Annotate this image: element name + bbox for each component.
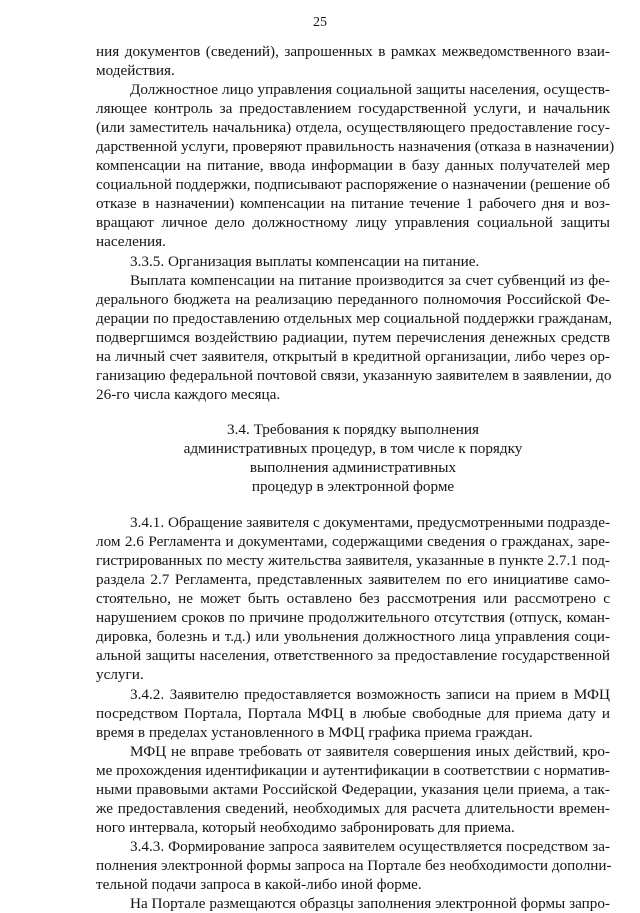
text-line: 3.4.2. Заявителю предоставляется возможность записи на прием в МФЦ bbox=[130, 685, 610, 703]
text-line: МФЦ не вправе требовать от заявителя совершения иных действий, кро- bbox=[130, 742, 610, 760]
text-line: же предоставления сведений, необходимых для расчета длительности времен- bbox=[96, 799, 610, 817]
paragraph bbox=[96, 894, 610, 913]
text-line: Выплата компенсации на питание производится за счет субвенций из фе- bbox=[130, 271, 610, 289]
text-line: На Портале размещаются образцы заполнения электронной формы запро- bbox=[130, 895, 610, 913]
heading-line: административных процедур, в том числе к порядку bbox=[183, 439, 523, 457]
text-line: (или заместитель начальника) отдела, осуществляющего предоставление госу- bbox=[96, 119, 610, 137]
text-line: ного интервала, который необходимо забронировать для приема. bbox=[96, 818, 515, 836]
text-line: дарственной услуги, проверяют правильность назначения (отказа в назначении) bbox=[96, 138, 615, 156]
section-3-3-text bbox=[96, 42, 615, 404]
paragraph bbox=[96, 742, 610, 837]
text-line: ния документов (сведений), запрошенных в рамках межведомственного взаи- bbox=[96, 43, 610, 60]
section-3-4-heading bbox=[96, 420, 610, 496]
text-line: ме прохождения идентификации и аутентификации в соответствии с норматив- bbox=[96, 761, 610, 779]
heading-line: процедур в электронной форме bbox=[251, 478, 455, 496]
text-line: дерации по предоставлению отдельных мер социальной поддержки гражданам, bbox=[96, 309, 613, 327]
text-line: услуги. bbox=[96, 666, 144, 684]
text-line: 3.4.3. Формирование запроса заявителем осуществляется посредством за- bbox=[130, 837, 610, 855]
text-line: 3.3.5. Организация выплаты компенсации на питание. bbox=[130, 252, 480, 270]
text-line: тельной подачи запроса в какой-либо иной форме. bbox=[96, 875, 422, 893]
text-line: Должностное лицо управления социальной защиты населения, осуществ- bbox=[130, 81, 610, 99]
paragraph bbox=[96, 271, 613, 404]
text-line: гистрированных по месту жительства заявителя, указанные в пункте 2.7.1 под- bbox=[96, 552, 610, 570]
paragraph bbox=[96, 837, 610, 894]
text-line: 3.4.1. Обращение заявителя с документами, предусмотренными подразде- bbox=[130, 514, 610, 532]
text-line: вращают личное дело должностному лицу управления социальной защиты bbox=[96, 214, 610, 232]
text-line: ганизацию федеральной почтовой связи, указанную заявителем в заявлении, до bbox=[96, 366, 612, 384]
text-line: полнения электронной формы запроса на Портале без необходимости дополни- bbox=[96, 856, 612, 874]
text-line: дерального бюджета на реализацию переданного полномочия Российской Фе- bbox=[96, 290, 610, 308]
text-line: социальной поддержки, подписывают распоряжение о назначении (решение об bbox=[96, 176, 611, 194]
text-line: ляющее контроль за предоставлением государственной услуги, и начальник bbox=[96, 100, 610, 118]
heading-line: выполнения административных bbox=[249, 458, 457, 476]
text-line: время в пределах установленного в МФЦ графика приема граждан. bbox=[96, 723, 533, 741]
text-line: отказе в назначении) компенсации на питание течение 1 рабочего дня и воз- bbox=[96, 195, 610, 213]
text-line: альной защиты населения, ответственного за предоставление государственной bbox=[96, 647, 610, 665]
text-line: модействия. bbox=[96, 62, 175, 80]
text-line: раздела 2.7 Регламента, представленных заявителем по его инициативе само- bbox=[96, 571, 610, 589]
text-line: населения. bbox=[96, 233, 166, 251]
text-line: дировка, болезнь и т.д.) или увольнения должностного лица управления соци- bbox=[96, 628, 610, 646]
text-line: ными правовыми актами Российской Федерации, указания цели приема, а так- bbox=[96, 780, 610, 798]
heading-line: 3.4. Требования к порядку выполнения bbox=[226, 420, 480, 438]
paragraph bbox=[96, 42, 610, 80]
text-line: подвергшимся воздействию радиации, путем перечисления денежных средств bbox=[96, 328, 610, 346]
text-line: компенсации на питание, ввода информации в базу данных получателей мер bbox=[96, 157, 610, 175]
paragraph bbox=[96, 513, 610, 684]
text-line: на личный счет заявителя, открытый в кредитной организации, либо через ор- bbox=[96, 347, 610, 365]
paragraph bbox=[96, 685, 610, 742]
text-line: нарушением сроков по причине продолжительного отсутствия (отпуск, коман- bbox=[96, 609, 610, 627]
section-3-4-text bbox=[96, 513, 610, 913]
text-line: лом 2.6 Регламента и документами, содержащими сведения о гражданах, заре- bbox=[96, 533, 610, 551]
document-body bbox=[96, 42, 615, 913]
text-line: 26-го числа каждого месяца. bbox=[96, 385, 281, 403]
paragraph bbox=[96, 80, 615, 251]
page-number: 25 bbox=[313, 15, 327, 30]
text-line: стоятельно, не может быть оставлено без рассмотрения или рассмотрено с bbox=[96, 590, 610, 608]
paragraph bbox=[96, 252, 610, 271]
text-line: посредством Портала, Портала МФЦ в любые свободные для приема дату и bbox=[96, 704, 610, 722]
